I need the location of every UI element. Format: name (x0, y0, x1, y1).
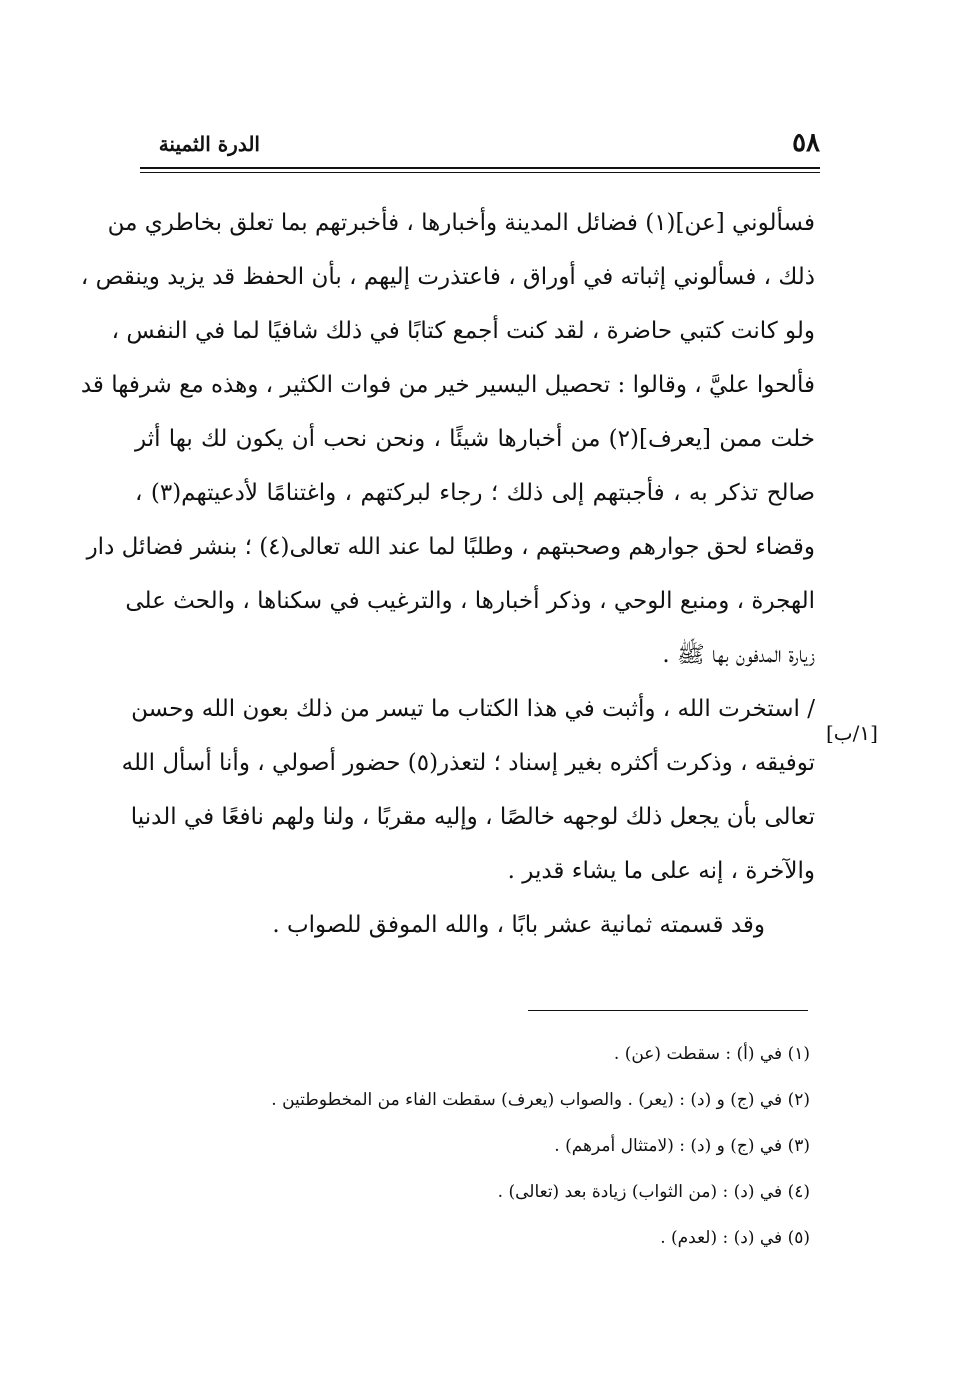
text-line: توفيقه ، وذكرت أكثره بغير إسناد ؛ لتعذر(٥) حضور أصولي ، وأنا أسأل الله (121, 750, 815, 776)
text-line: تعالى بأن يجعل ذلك لوجهه خالصًا ، وإليه مقربًا ، ولنا ولهم نافعًا في الدنيا (130, 804, 815, 830)
header-rule-thick (140, 167, 820, 169)
folio-marker: [١/ب] (826, 721, 878, 745)
text-line: والآخرة ، إنه على ما يشاء قدير . (507, 858, 815, 884)
footnotes (200, 1036, 810, 1266)
footnote: (٥) في (د) : (لعدم) . (660, 1228, 810, 1248)
header-rule-thin (140, 172, 820, 173)
text-line: وقضاء لحق جوارهم وصحبتهم ، وطلبًا لما عند الله تعالى(٤) ؛ بنشر فضائل دار (86, 534, 815, 560)
page-header (140, 128, 820, 168)
text-line: / استخرت الله ، وأثبت في هذا الكتاب ما تيسر من ذلك بعون الله وحسن (131, 696, 815, 722)
text-line: زيارة المدفون بها ﷺ . (662, 642, 815, 668)
main-text (80, 196, 816, 952)
text-line: الهجرة ، ومنبع الوحي ، وذكر أخبارها ، والترغيب في سكناها ، والحث على (125, 588, 815, 614)
footnote: (٤) في (د) : (من الثواب) زيادة بعد (تعالى) . (497, 1182, 810, 1202)
text-line: فسألوني [عن](١) فضائل المدينة وأخبارها ، فأخبرتهم بما تعلق بخاطري من (107, 210, 815, 236)
running-title: الدرة الثمينة (158, 132, 260, 156)
text-line: وقد قسمته ثمانية عشر بابًا ، والله الموفق للصواب . (272, 912, 765, 938)
text-line: فألحوا عليَّ ، وقالوا : تحصيل اليسير خير من فوات الكثير ، وهذه مع شرفها قد (80, 372, 815, 398)
page-number: ٥٨ (792, 128, 820, 158)
text-line: ذلك ، فسألوني إثباته في أوراق ، فاعتذرت إليهم ، بأن الحفظ قد يزيد وينقص ، (80, 264, 815, 290)
text-line: صالح تذكر به ، فأجبتهم إلى ذلك ؛ رجاء لبركتهم ، واغتنامًا لأدعيتهم(٣) ، (135, 480, 815, 506)
footnote-separator (528, 1010, 808, 1011)
text-line: خلت ممن [يعرف](٢) من أخبارها شيئًا ، ونحن نحب أن يكون لك بها أثر (135, 426, 816, 452)
footnote: (١) في (أ) : سقطت (عن) . (613, 1044, 810, 1064)
text-line: ولو كانت كتبي حاضرة ، لقد كنت أجمع كتابًا في ذلك شافيًا لما في النفس ، (111, 318, 815, 344)
footnote: (٣) في (ج) و (د) : (لامتثال أمرهم) . (554, 1136, 810, 1156)
footnote: (٢) في (ج) و (د) : (يعر) . والصواب (يعرف) سقطت الفاء من المخطوطتين . (271, 1090, 810, 1110)
